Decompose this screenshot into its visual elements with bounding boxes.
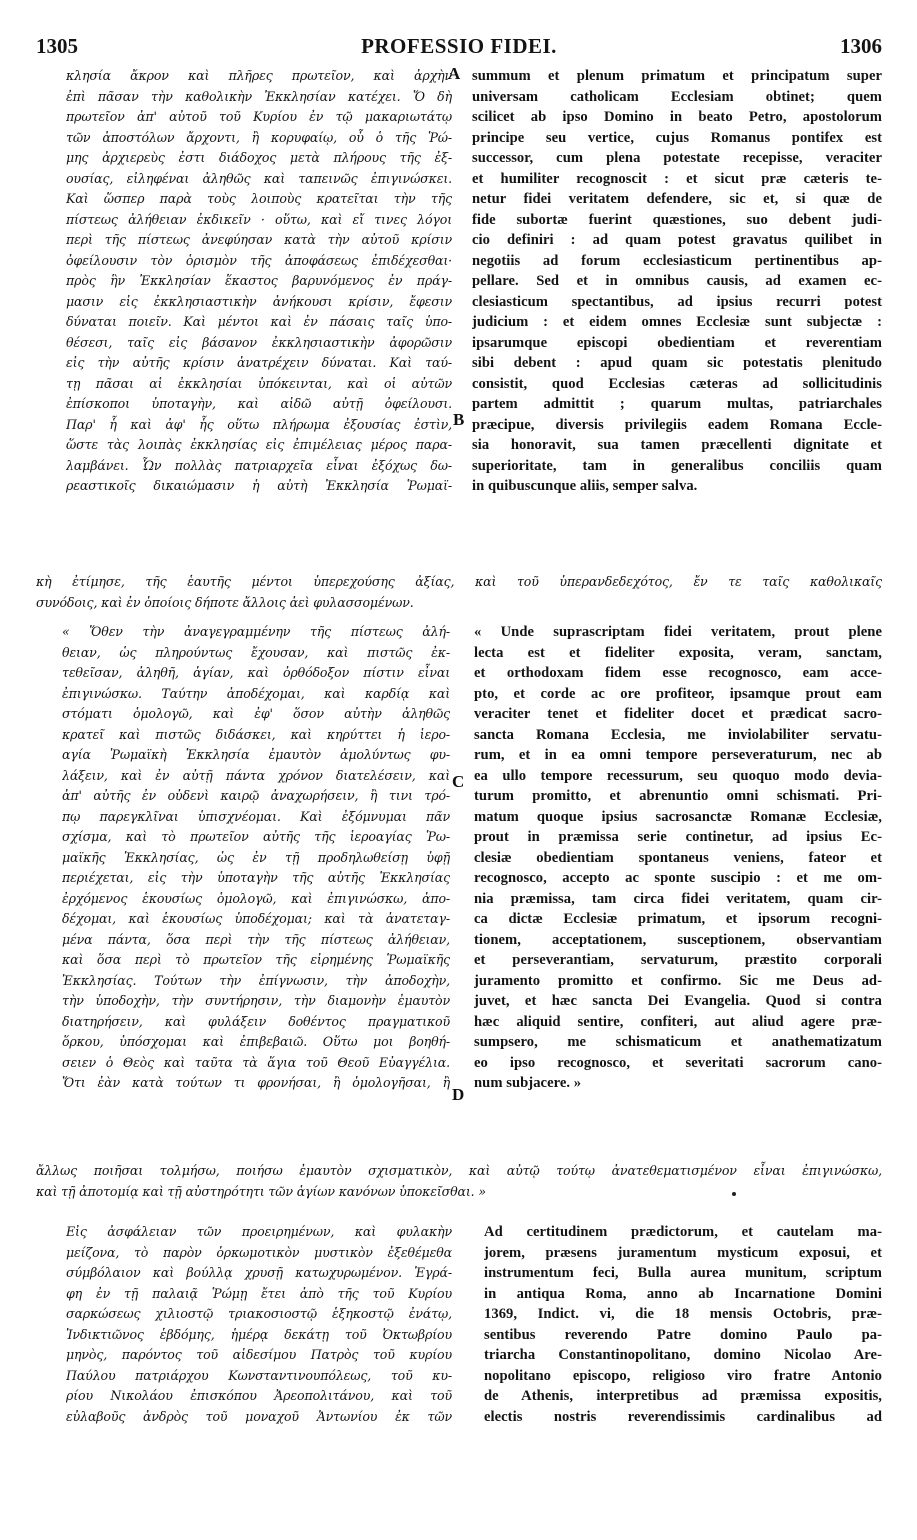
text-line: fide subortæ fuerint quæstiones, suo debent judi-: [472, 211, 882, 228]
text-line: μαϊκῆς Ἐκκλησίας, ὡς ἐν τῇ προδηλωθείσῃ ὑφῇ: [62, 849, 450, 865]
text-line: num subjacere. »: [474, 1075, 582, 1091]
text-line: et orthodoxam fidem esse recognosco, eam acce-: [474, 665, 882, 681]
text-line: instrumentum feci, Bulla aurea munitum, scriptum: [484, 1265, 882, 1281]
text-line: principe seu vertice, cujus Romanus pontifex est: [472, 129, 882, 146]
text-line: αγία Ῥωμαϊκὴ Ἐκκλησία ἐμαυτὸν ἀμολύντως φυ-: [62, 747, 450, 762]
text-line: turum promitto, et abrenuntio omni schismati. Pri-: [474, 788, 882, 804]
text-line: μης ἀρχιερεὺς ἐστι διάδοχος μετὰ πλήρους τῆς ἐξ-: [66, 150, 452, 165]
text-line: triarcha Constantinopolitano, domino Nicolao Are-: [484, 1347, 882, 1363]
ink-speck: [732, 1192, 736, 1196]
text-line: ἐπὶ πᾶσαν τὴν καθολικὴν Ἐκκλησίαν κατέχει. Ὅ δὴ: [66, 88, 452, 104]
text-line: sumpsero, me schismaticum et anathematizatum: [474, 1034, 882, 1050]
text-line: clesiæ obedientiam spontaneus veniens, fateor et: [474, 849, 882, 866]
margin-marker-c: C: [452, 772, 465, 791]
text-line: φη ἐν τῇ παλαιᾷ Ῥώμῃ ἔτει ἀπὸ τῆς τοῦ Κυρίου: [66, 1285, 452, 1301]
text-line: cio definiri : ad quam potest gravatus quilibet in: [472, 232, 882, 248]
text-line: καὶ ὅσα περὶ τὸ πρωτεῖον τῆς εἰρημένης Ῥωμαϊκῆς: [62, 952, 450, 967]
text-line: θέσεσι, ταῖς εἰς βάσανον ἐκκλησιαστικὴν ἀφορῶσιν: [66, 334, 452, 350]
text-line: Ἐκκλησίας. Τούτων τὴν ἐπίγνωσιν, τὴν ἀποδοχὴν,: [62, 972, 450, 988]
text-line: τεθεῖσαν, ἀληθῆ, ἁγίαν, καὶ ὀρθόδοξον πίστιν εἶναι: [62, 665, 450, 680]
page-number-right: 1306: [840, 34, 882, 58]
text-line: tionem, acceptationem, susceptionem, observantiam: [474, 931, 882, 948]
text-line: συνόδοις, καὶ ἐν ὁποίοις δήποτε ἄλλοις ἀεὶ φυλασσομένων.: [36, 594, 414, 610]
text-line: Ἰνδικτιῶνος ἑβδόμης, ἡμέρᾳ δεκάτῃ τοῦ Ὀκτωβρίου: [66, 1326, 452, 1342]
text-line: pto, et corde ac ore profiteor, ipsamque prout eam: [474, 685, 882, 702]
text-line: Ad certitudinem prædictorum, et cautelam ma-: [484, 1224, 882, 1240]
latin-column-section-1: [472, 66, 882, 497]
text-line: εὐλαβοῦς ἀνδρὸς τοῦ μοναχοῦ Ἀντωνίου ἐκ τῶν: [66, 1408, 452, 1424]
text-line: ἀπ' αὐτῆς ἐν οὐδενὶ καιρῷ ἀναχωρήσειν, ἢ τινι τρό-: [62, 788, 450, 803]
text-line: ca dictæ Ecclesiæ primatum, et ipsorum recogni-: [474, 911, 882, 927]
text-line: μείζονα, τὸ παρὸν ὁρκωμοτικὸν μυστικὸν ἐξεθέμεθα: [66, 1244, 452, 1260]
text-line: λαμβάνει. Ὧν πολλὰς πατριαρχεῖα εἶναι ἐξόχως δω-: [66, 457, 452, 473]
text-line: κλησία ἄκρον καὶ πλῆρες πρωτεῖον, καὶ ἀρχὴν: [66, 68, 452, 83]
text-line: σαρκώσεως χιλιοστῷ τριακοσιοστῷ ἑξηκοστῷ ἐνάτῳ,: [66, 1306, 452, 1321]
text-line: jorem, præsens juramentum mysticum exposui, et: [484, 1244, 882, 1261]
text-line: διατηρήσειν, καὶ φυλάξειν δοθέντος πραγματικοῦ: [62, 1013, 450, 1029]
text-line: clesiasticum spectantibus, ad ipsius recurri potest: [472, 293, 882, 310]
text-line: præcipue, diversis privilegiis eadem Romana Eccle-: [472, 416, 882, 433]
text-line: recognosco, accepto ac sponte suscipio : et me om-: [474, 870, 882, 886]
margin-marker-d: D: [452, 1085, 465, 1104]
text-line: hæc aliquid sentire, confiteri, aut aliud agere præ-: [474, 1013, 882, 1030]
text-line: ρίου Νικολάου ἐπισκόπου Ἀρεοπολιτάνου, καὶ τοῦ: [66, 1388, 452, 1403]
text-line: sentibus reverendo Patre domino Paulo pa-: [484, 1326, 882, 1343]
text-line: Εἰς ἀσφάλειαν τῶν προειρημένων, καὶ φυλακὴν: [66, 1224, 452, 1239]
text-line: περὶ τῆς πίστεως ἀνεφύησαν κατὰ τὴν αὐτοῦ κρίσιν: [66, 232, 452, 247]
text-line: 1369, Indict. vi, die 18 mensis Octobris, præ-: [484, 1306, 882, 1322]
page-title: PROFESSIO FIDEI.: [361, 34, 557, 58]
text-line: λάξειν, καὶ ἐν αὐτῇ πάντα χρόνον διατελέσειν, καὶ: [62, 767, 450, 783]
text-line: πίστεως ἀλήθειαν ἐκδικεῖν · οὕτω, καὶ εἴ τινες λόγοι: [66, 211, 452, 227]
margin-marker-a: A: [448, 64, 461, 83]
text-line: κρατεῖ καὶ πιστῶς διδάσκει, καὶ κηρύττει ἡ ἱερο-: [62, 726, 450, 742]
text-line: τῶν ἀποστόλων ἄρχοντι, ἢ κορυφαίῳ, οὗ ὁ τῆς Ῥώ-: [66, 129, 452, 145]
text-line: μένα πάντα, ὅσα περὶ τὴν τῆς πίστεως ἀλήθειαν,: [62, 931, 450, 947]
text-line: σχίσμα, καὶ τὸ πρωτεῖον αὐτῆς τῆς ἱεροαγίας Ῥω-: [62, 829, 450, 844]
text-line: consistit, quod Ecclesias cæteras ad sollicitudinis: [472, 375, 882, 392]
text-line: εἰς τὴν αὐτῆς κρίσιν ἀνατρέχειν δύναται. Καὶ ταύ-: [66, 355, 452, 370]
text-line: ρεαστικοῖς δικαιώμασιν ἡ αὐτὴ Ἐκκλησία Ῥωμαϊ-: [66, 478, 452, 493]
text-line: sancta Romana Ecclesia, me inviolabiliter servatu-: [474, 726, 882, 743]
text-line: πρὸς ἣν Ἐκκλησίαν ἕκαστος βαρυνόμενος ἐν πράγ-: [66, 273, 452, 288]
greek-column-section-2: [62, 622, 450, 1094]
text-line: in quibuscunque aliis, semper salva.: [472, 478, 698, 494]
text-line: ὥστε τὰς λοιπὰς ἐκκλησίας εἰς ἐπιμέλειας μέρος παρα-: [66, 437, 452, 452]
text-line: μηνὸς, παρόντος τοῦ αἰδεσίμου Πατρὸς τοῦ κυρίου: [66, 1347, 452, 1362]
text-line: et humiliter recognoscit : et sicut præ cæteris te-: [472, 170, 882, 187]
text-line: τῃ πᾶσαι αἱ ἐκκλησίαι ὑπόκεινται, καὶ οἱ αὐτῶν: [66, 375, 452, 391]
page-number-left: 1305: [36, 34, 78, 58]
text-line: δέχομαι, καὶ ἑκουσίως ὑποδέχομαι; καὶ τὰ ἀνατεταγ-: [62, 911, 450, 926]
text-line: et perseverantiam, servaturum, præstito corporali: [474, 952, 882, 968]
text-line: Ὅτι ἐὰν κατὰ τούτων τι φρονήσαι, ἢ ὁμολογῆσαι, ἢ: [62, 1075, 450, 1090]
text-line: σύμβόλαιον καὶ βούλλᾳ χρυσῇ κατωχυρωμένον. Ἐγρά-: [66, 1265, 452, 1280]
text-line: summum et plenum primatum et principatum super: [472, 68, 882, 84]
latin-column-section-3: [484, 1222, 882, 1427]
text-line: πῳ παρεγκλῖναι ὑπισχνέομαι. Καὶ ἐξόμνυμαι πᾶν: [62, 808, 450, 824]
text-line: δύναται ποιεῖν. Καὶ μέντοι καὶ ἐν πάσαις ταῖς ὑπο-: [66, 314, 452, 329]
text-line: ea ullo tempore recessurum, seu quoquo modo devia-: [474, 767, 882, 784]
text-line: pellare. Sed et in omnibus causis, ad examen ec-: [472, 273, 882, 289]
greek-full-width-section-1: [36, 572, 882, 613]
text-line: nopolitano episcopo, religioso viro fratre Antonio: [484, 1367, 882, 1384]
text-line: netur fidei veritatem defendere, sic et, si quæ de: [472, 191, 882, 207]
text-line: « Ὅθεν τὴν ἀναγεγραμμένην τῆς πίστεως ἀλή-: [62, 624, 450, 639]
text-line: in antiqua Roma, anno ab Incarnatione Domini: [484, 1285, 882, 1302]
text-line: καὶ τῇ ἀποτομίᾳ καὶ τῇ αὐστηρότητι τῶν ἁγίων κανόνων ὑποκεῖσθαι. »: [36, 1183, 486, 1199]
text-line: ἐπίσκοποι ὑποταγὴν, καὶ αἰδῶ αὐτῇ ὀφείλουσι.: [66, 396, 452, 411]
latin-column-section-2: [474, 622, 882, 1094]
text-line: ipsarumque episcopi obedientiam et reverentiam: [472, 334, 882, 351]
text-line: matum quoque ipsius sacrosanctæ Romanæ Ecclesiæ,: [474, 808, 882, 825]
text-line: κὴ ἐτίμησε, τῆς ἑαυτῆς μέντοι ὑπερεχούσης ἀξίας, καὶ τοῦ ὑπερανδεδεχότος, ἔν τε ταῖς καθολικαῖς: [36, 574, 882, 589]
text-line: juvet, et hæc sancta Dei Evangelia. Quod si contra: [474, 993, 882, 1009]
text-line: de Athenis, interpretibus ad præmissa expositis,: [484, 1388, 882, 1404]
text-line: nia præmissa, tam circa fidei veritatem, quam cir-: [474, 890, 882, 907]
text-line: Καὶ ὥσπερ παρὰ τοὺς λοιποὺς κρατεῖται τὴν τῆς: [66, 191, 452, 206]
text-line: judicium : et eidem omnes Ecclesiæ sunt subjectæ :: [472, 314, 882, 330]
text-line: eo ipso recognosco, et severitati sacrorum cano-: [474, 1054, 882, 1071]
text-line: μασιν εἰς ἐκκλησιαστικὴν ἀνήκουσι κρίσιν, ἔφεσιν: [66, 293, 452, 309]
text-line: scilicet ab ipso Domino in beato Petro, apostolorum: [472, 109, 882, 125]
text-line: electis nostris reverendissimis cardinalibus ad: [484, 1408, 882, 1425]
text-line: juramento promitto et confirmo. Sic me Deus ad-: [474, 972, 882, 989]
text-line: negotiis ad forum ecclesiasticum pertinentibus ap-: [472, 252, 882, 269]
text-line: ὅρκου, ὑπόσχομαι καὶ ἐπιβεβαιῶ. Οὕτω μοι βοηθή-: [62, 1034, 450, 1049]
text-line: sibi debent : apud quam sic potestatis plenitudo: [472, 355, 882, 371]
text-line: σειεν ὁ Θεὸς καὶ ταῦτα τὰ ἅγια τοῦ Θεοῦ Εὐαγγέλια.: [62, 1054, 450, 1070]
text-line: πρωτεῖον ἀπ' αὐτοῦ τοῦ Κυρίου ἐν τῷ μακαριωτάτῳ: [66, 109, 452, 124]
greek-full-width-section-2: [36, 1161, 882, 1202]
text-line: superioritate, tam in generalibus conciliis quam: [472, 457, 882, 474]
text-line: ἐπιγινώσκω. Ταύτην ἀποδέχομαι, καὶ καρδίᾳ καὶ: [62, 685, 450, 701]
text-line: veraciter tenet et fideliter docet et prædicat sacro-: [474, 706, 882, 722]
text-line: στόματι ὁμολογῶ, καὶ ἐφ' ὅσον αὐτὴν ἀληθῶς: [62, 706, 450, 721]
text-line: lecta est et fideliter exposita, veram, sanctam,: [474, 644, 882, 661]
text-line: ἐρχόμενος ἑκουσίως ὁμολογῶ, καὶ ἐπιγινώσκω, ἀπο-: [62, 890, 450, 906]
text-line: Παρ' ἧ καὶ ἀφ' ἧς οὕτω πλήρωμα ἐξουσίας ἐστὶν,: [66, 416, 452, 432]
text-line: « Unde suprascriptam fidei veritatem, prout plene: [474, 624, 882, 640]
text-line: ουσίας, εἰληφέναι ἀληθῶς καὶ ταπεινῶς ἐπιγινώσκει.: [66, 170, 452, 186]
text-line: περιέχεται, εἰς τὴν ὑποταγὴν τῆς αὐτῆς Ἐκκλησίας: [62, 870, 450, 885]
text-line: θειαν, ὡς πληρούντως ἔχουσαν, καὶ πιστῶς ἐκ-: [62, 644, 450, 660]
text-line: prout in præmissa serie continetur, ad ipsius Ec-: [474, 829, 882, 845]
text-line: τὴν ὑποδοχὴν, τὴν συντήρησιν, τὴν διαμονὴν ἐμαυτὸν: [62, 993, 450, 1008]
greek-column-section-3: [66, 1222, 452, 1427]
running-header: [36, 34, 882, 60]
text-line: Παύλου πατριάρχου Κωνσταντινουπόλεως, τοῦ κυ-: [66, 1367, 452, 1383]
text-line: successor, cum plena potestate recepisse, veraciter: [472, 150, 882, 166]
greek-column-section-1: [66, 66, 452, 497]
text-line: ὀφείλουσιν τὸν ὁρισμὸν τῆς ἀποφάσεως ἐπιδέχεσθαι·: [66, 252, 452, 268]
margin-marker-b: B: [453, 410, 465, 429]
text-line: sia honoravit, sua tamen præcellenti dignitate et: [472, 437, 882, 453]
text-line: universam catholicam Ecclesiam obtinet; quem: [472, 88, 882, 105]
text-line: partem admittit ; quarum multas, patriarchales: [472, 396, 882, 412]
text-line: ἄλλως ποιῆσαι τολμήσω, ποιήσω ἐμαυτὸν σχισματικὸν, καὶ αὐτῷ τούτῳ ἀνατεθεματισμένον εἶναι ἐπιγινώσκω,: [36, 1163, 882, 1178]
text-line: rum, et in ea omni tempore perseveraturum, nec ab: [474, 747, 882, 763]
